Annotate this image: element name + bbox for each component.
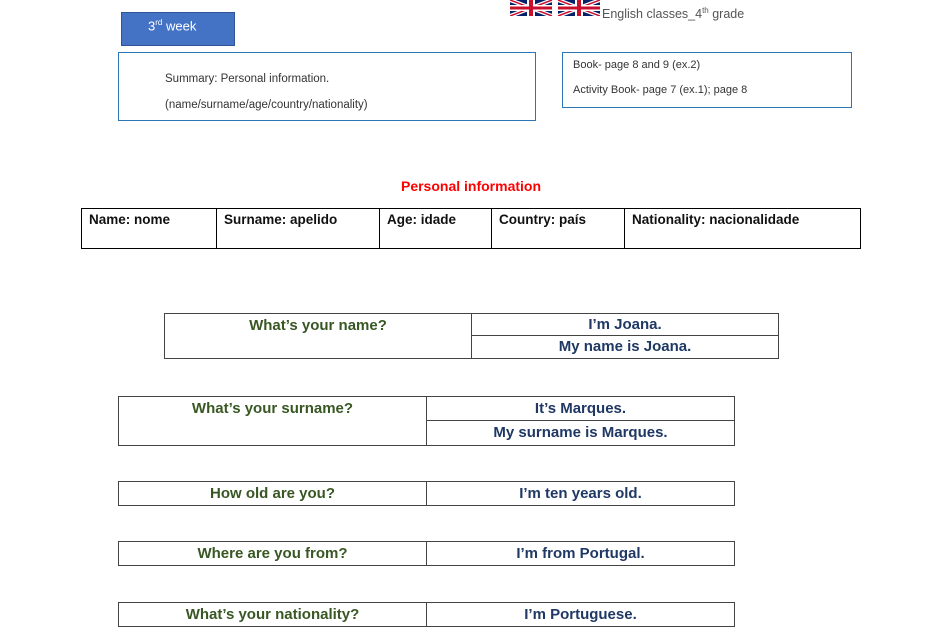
flag-left: [510, 0, 552, 16]
book-line-2: Activity Book- page 7 (ex.1); page 8: [573, 84, 748, 96]
header-title-sup: th: [702, 6, 709, 15]
question-age: How old are you?: [119, 482, 427, 506]
qa-table-country: [118, 541, 735, 566]
answer-name-2: My name is Joana.: [472, 336, 779, 359]
answer-surname-2: My surname is Marques.: [427, 421, 735, 446]
question-nationality: What’s your nationality?: [119, 603, 427, 627]
summary-box: [118, 52, 536, 121]
week-suffix: rd: [155, 18, 163, 27]
header-title-part2: grade: [708, 7, 745, 22]
summary-line-1: Summary: Personal information.: [165, 73, 330, 85]
question-surname: What’s your surname?: [119, 397, 427, 446]
vocab-cell-surname: Surname: apelido: [217, 209, 380, 249]
vocab-cell-country: Country: país: [492, 209, 625, 249]
book-line-1: Book- page 8 and 9 (ex.2): [573, 59, 701, 71]
week-badge: [121, 12, 235, 46]
question-name: What’s your name?: [165, 314, 472, 359]
question-country: Where are you from?: [119, 542, 427, 566]
vocab-cell-age: Age: idade: [380, 209, 492, 249]
answer-nationality: I’m Portuguese.: [427, 603, 735, 627]
qa-table-nationality: [118, 602, 735, 627]
vocab-cell-name: Name: nome: [82, 209, 217, 249]
week-number: 3: [148, 18, 156, 34]
vocabulary-row: [82, 209, 861, 249]
uk-flag-icon: [510, 0, 600, 16]
qa-table-age: [118, 481, 735, 506]
summary-line-2: (name/surname/age/country/nationality): [165, 99, 368, 111]
book-reference-box: [562, 52, 852, 108]
answer-country: I’m from Portugal.: [427, 542, 735, 566]
answer-surname-1: It’s Marques.: [427, 397, 735, 421]
section-title: Personal information: [400, 178, 542, 194]
answer-age: I’m ten years old.: [427, 482, 735, 506]
answer-name-1: I’m Joana.: [472, 314, 779, 336]
qa-table-surname: [118, 396, 735, 446]
qa-table-name: [164, 313, 779, 359]
vocabulary-table: [81, 208, 861, 249]
week-word: week: [162, 18, 197, 34]
header-title: [602, 6, 744, 21]
vocab-cell-nationality: Nationality: nacionalidade: [625, 209, 861, 249]
flag-right: [558, 0, 600, 16]
header-title-part1: English classes_4: [602, 7, 703, 22]
